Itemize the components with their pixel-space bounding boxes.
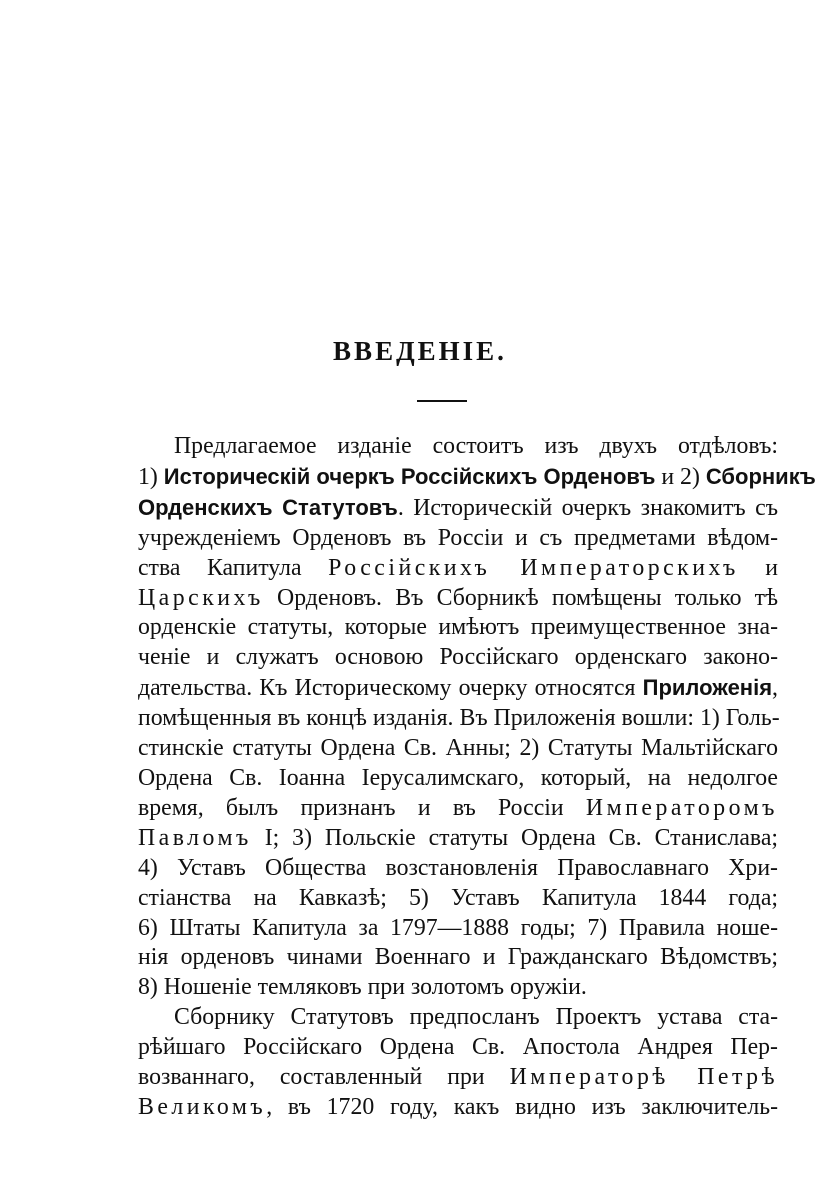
text-line: ства Капитула Россійскихъ Императорскихъ и [138,554,779,581]
text-line: Ордена Св. Іоанна Іерусалимскаго, который, на недолгое [138,764,778,791]
text-line: Сборнику Статутовъ предпосланъ Проектъ устава ста- [174,1004,778,1031]
spaced-term: Великомъ [138,1093,267,1120]
bold-term: Приложенія [642,675,773,701]
text-line: орденскіе статуты, которые имѣютъ преимущественное зна- [138,614,778,641]
spaced-term: Павломъ [138,824,252,851]
text-line: ченіе и служатъ основою Россійскаго орденскаго законо- [138,644,778,671]
text-line: Великомъ, въ 1720 году, какъ видно изъ заключитель- [138,1093,778,1120]
text-line: 4) Уставъ Общества возстановленія Православнаго Хри- [138,854,778,881]
text-line: Павломъ I; 3) Польскіе статуты Ордена Св. Станислава; [138,824,778,851]
introduction-text [138,432,816,1123]
spaced-term: Императоромъ [585,794,778,821]
bold-term: Сборникъ [705,463,816,489]
text-line: возваннаго, составленный при Императорѣ Петрѣ [138,1064,778,1091]
bold-term: Орденскихъ Статутовъ [138,494,398,520]
text-line: учрежденіемъ Орденовъ въ Россіи и съ предметами вѣдом- [138,524,778,551]
spaced-term: Царскихъ [138,584,264,611]
text-line: нія орденовъ чинами Военнаго и Гражданскаго Вѣдомствъ; [138,944,778,971]
text-line: 6) Штаты Капитула за 1797—1888 годы; 7) Правила ноше- [138,914,778,941]
text-line: Царскихъ Орденовъ. Въ Сборникѣ помѣщены только тѣ [138,584,778,611]
text-line: 8) Ношеніе темляковъ при золотомъ оружіи. [138,974,587,1001]
text-line: стинскіе статуты Ордена Св. Анны; 2) Статуты Мальтійскаго [138,735,778,762]
spaced-term: Императорѣ Петрѣ [509,1064,778,1091]
text-line: Предлагаемое изданіе состоитъ изъ двухъ отдѣловъ: [174,433,778,459]
text-line: рѣйшаго Россійскаго Ордена Св. Апостола Андрея Пер- [138,1034,778,1061]
text-line: стіанства на Кавказѣ; 5) Уставъ Капитула 1844 года; [138,884,778,911]
page-title: ВВЕДЕНІЕ. [333,336,507,366]
text-line: время, былъ признанъ и въ Россіи Императоромъ [138,794,778,821]
title-divider [417,400,467,402]
bold-term: Историческій очеркъ Россійскихъ Орденовъ [163,463,656,489]
text-line: Орденскихъ Статутовъ. Историческій очеркъ знакомитъ съ [138,494,778,521]
text-line: помѣщенныя въ концѣ изданія. Въ Приложенія вошли: 1) Голь- [138,705,780,732]
spaced-term: Россійскихъ Императорскихъ [328,554,739,581]
text-line: дательства. Къ Историческому очерку относятся Приложенія, [138,675,778,702]
text-line: 1) Историческій очеркъ Россійскихъ Орденовъ и 2) Сборникъ [138,463,816,490]
